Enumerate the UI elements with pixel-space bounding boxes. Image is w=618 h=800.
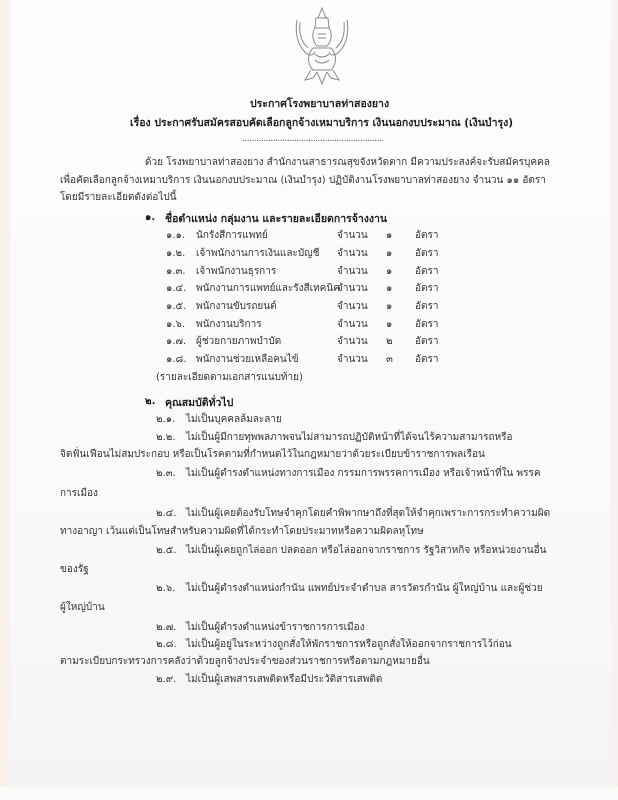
position-count: ๒	[386, 336, 393, 347]
position-number: ๑.๒.	[166, 248, 186, 259]
qualification-number: ๒.๘.	[156, 639, 177, 650]
qualification-text: ไม่เป็นผู้อยู่ในระหว่างถูกสั่งให้พักราชการหรือถูกสั่งให้ออกจากราชการไว้ก่อน	[186, 639, 512, 650]
position-count: ๑	[386, 266, 393, 277]
position-number: ๑.๔.	[166, 283, 187, 294]
position-count-label: จำนวน	[337, 248, 368, 259]
section-1-number: ๑.	[145, 212, 156, 223]
position-count-label: จำนวน	[337, 354, 368, 365]
position-number: ๑.๖.	[166, 319, 186, 330]
position-count: ๓	[386, 354, 393, 365]
qualification-text-continued: ทางอาญา เว้นแต่เป็นโทษสำหรับความผิดที่ได้กระทำโดยประมาทหรือความผิดลหุโทษ	[60, 526, 424, 537]
position-name: พนักงานบริการ	[196, 319, 262, 330]
position-name: เจ้าพนักงานการเงินและบัญชี	[196, 248, 320, 259]
qualification-text: ไม่เป็นผู้มีกายทุพพลภาพจนไม่สามารถปฏิบัติหน้าที่ได้จนไร้ความสามารถหรือ	[186, 432, 513, 443]
garuda-emblem-icon	[291, 6, 353, 88]
qualification-text: ไม่เป็นผู้ดำรงตำแหน่งข้าราชการการเมือง	[186, 622, 365, 633]
position-unit: อัตรา	[415, 336, 439, 347]
position-number: ๑.๓.	[166, 266, 186, 277]
position-row	[10, 299, 610, 315]
position-row	[10, 264, 610, 280]
intro-line-1: ด้วย โรงพยาบาลท่าสองยาง สำนักงานสาธารณสุขจังหวัดตาก มีความประสงค์จะรับสมัครบุคคล	[145, 157, 550, 168]
position-number: ๑.๘.	[166, 354, 187, 365]
page-bottom-margin	[0, 787, 618, 800]
intro-line-2: เพื่อคัดเลือกลูกจ้างเหมาบริการ เงินนอกงบประมาณ (เงินบำรุง) ปฏิบัติงานโรงพยาบาลท่าสองยาง จำนวน ๑๑ อัตรา	[60, 175, 546, 186]
qualification-number: ๒.๓.	[156, 468, 176, 479]
section-2-number: ๒.	[145, 396, 156, 407]
position-count-label: จำนวน	[337, 336, 368, 347]
position-row	[10, 352, 610, 368]
qualification-text-continued: จิตฟั่นเฟือนไม่สมประกอบ หรือเป็นโรคตามที่กำหนดไว้ในกฎหมายว่าด้วยระเบียบข้าราชการพลเรือน	[60, 449, 485, 460]
position-row	[10, 246, 610, 262]
position-unit: อัตรา	[415, 248, 439, 259]
separator-dots: ............................................................	[242, 134, 384, 144]
position-count-label: จำนวน	[337, 283, 368, 294]
section-1-title: ชื่อตำแหน่ง กลุ่มงาน และรายละเอียดการจ้างงาน	[165, 213, 388, 225]
qualification-text: ไม่เป็นผู้เสพสารเสพติดหรือมีประวัติสารเสพติด	[186, 674, 383, 685]
qualification-number: ๒.๙.	[156, 674, 177, 685]
document-heading: ประกาศโรงพยาบาลท่าสองยาง	[250, 98, 390, 110]
position-number: ๑.๕.	[166, 301, 187, 312]
position-count: ๑	[386, 319, 393, 330]
section-1-note: (รายละเอียดตามเอกสารแนบท้าย)	[156, 372, 303, 383]
position-name: พนักงานขับรถยนต์	[196, 301, 277, 312]
position-count: ๑	[386, 248, 393, 259]
qualification-text: ไม่เป็นผู้เคยถูกไล่ออก ปลดออก หรือไล่ออกจากราชการ รัฐวิสาหกิจ หรือหน่วยงานอื่น	[186, 545, 547, 556]
qualification-number: ๒.๑.	[156, 414, 176, 425]
position-name: พนักงานช่วยเหลือคนไข้	[196, 354, 299, 365]
position-row	[10, 317, 610, 333]
position-name: นักรังสีการแพทย์	[196, 230, 268, 241]
position-name: เจ้าพนักงานธุรการ	[196, 266, 277, 277]
qualification-text-continued: ตามระเบียบกระทรวงการคลังว่าด้วยลูกจ้างประจำของส่วนราชการหรือตามกฎหมายอื่น	[60, 656, 430, 667]
position-count: ๑	[386, 230, 393, 241]
document-page	[10, 0, 611, 787]
qualification-number: ๒.๖.	[156, 583, 176, 594]
position-number: ๑.๗.	[166, 336, 187, 347]
position-row	[10, 334, 610, 350]
position-row	[10, 228, 610, 244]
position-unit: อัตรา	[415, 354, 439, 365]
qualification-number: ๒.๒.	[156, 432, 176, 443]
qualification-text-continued: ผู้ใหญ่บ้าน	[60, 602, 105, 613]
position-unit: อัตรา	[415, 319, 439, 330]
qualification-text: ไม่เป็นผู้ดำรงตำแหน่งกำนัน แพทย์ประจำตำบล สารวัตรกำนัน ผู้ใหญ่บ้าน และผู้ช่วย	[186, 583, 543, 594]
intro-line-3: โดยมีรายละเอียดดังต่อไปนี้	[60, 192, 177, 203]
position-count-label: จำนวน	[337, 266, 368, 277]
position-count: ๑	[386, 283, 393, 294]
position-unit: อัตรา	[415, 301, 439, 312]
position-count-label: จำนวน	[337, 319, 368, 330]
position-name: ผู้ช่วยกายภาพบำบัด	[196, 336, 282, 347]
position-count-label: จำนวน	[337, 301, 368, 312]
qualification-text: ไม่เป็นผู้เคยต้องรับโทษจำคุกโดยคำพิพากษาถึงที่สุดให้จำคุกเพราะการกระทำความผิด	[186, 508, 551, 519]
position-row	[10, 281, 610, 297]
position-number: ๑.๑.	[166, 230, 186, 241]
qualification-text-continued: การเมือง	[60, 488, 98, 499]
position-unit: อัตรา	[415, 230, 439, 241]
position-count: ๑	[386, 301, 393, 312]
qualification-text: ไม่เป็นผู้ดำรงตำแหน่งทางการเมือง กรรมการพรรคการเมือง หรือเจ้าหน้าที่ใน พรรค	[186, 468, 541, 479]
qualification-number: ๒.๕.	[156, 545, 177, 556]
qualification-text-continued: ของรัฐ	[60, 564, 89, 575]
position-unit: อัตรา	[415, 266, 439, 277]
qualification-number: ๒.๔.	[156, 508, 177, 519]
document-subject: เรื่อง ประกาศรับสมัครสอบคัดเลือกลูกจ้างเหมาบริการ เงินนอกงบประมาณ (เงินบำรุง)	[130, 117, 514, 129]
position-count-label: จำนวน	[337, 230, 368, 241]
qualification-number: ๒.๗.	[156, 622, 177, 633]
qualification-text: ไม่เป็นบุคคลล้มละลาย	[186, 414, 282, 425]
section-2-title: คุณสมบัติทั่วไป	[165, 397, 234, 409]
position-name: พนักงานการแพทย์และรังสีเทคนิค	[196, 283, 340, 294]
position-unit: อัตรา	[415, 283, 439, 294]
